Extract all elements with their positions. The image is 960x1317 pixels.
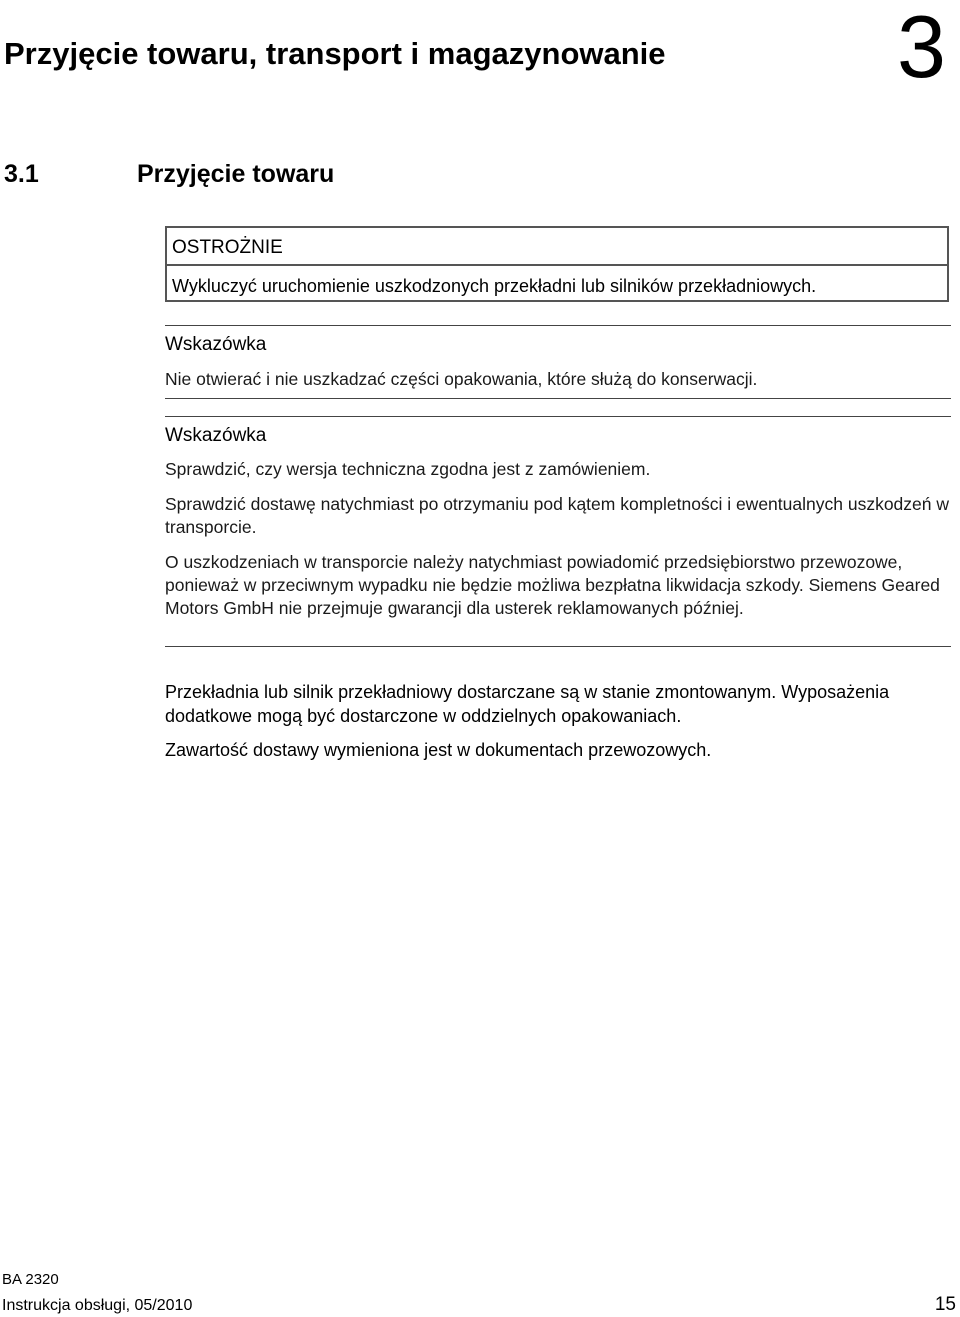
chapter-number: 3 bbox=[897, 0, 946, 96]
section-title: Przyjęcie towaru bbox=[137, 160, 335, 188]
caution-box bbox=[165, 226, 949, 302]
note-label: Wskazówka bbox=[165, 334, 267, 355]
note-bottom-rule bbox=[165, 398, 951, 399]
body-paragraph: Przekładnia lub silnik przekładniowy dostarczane są w stanie zmontowanym. Wyposażenia dodatkowe mogą być dostarczone w oddzielnych opakowaniach. bbox=[165, 682, 890, 726]
page-number: 15 bbox=[934, 1294, 956, 1315]
note-paragraph: Nie otwierać i nie uszkadzać części opakowania, które służą do konserwacji. bbox=[165, 369, 758, 389]
note-bottom-rule bbox=[165, 646, 951, 647]
body-paragraph: Zawartość dostawy wymieniona jest w dokumentach przewozowych. bbox=[165, 740, 712, 760]
footer-doc-code: BA 2320 bbox=[2, 1271, 59, 1288]
caution-text: Wykluczyć uruchomienie uszkodzonych przekładni lub silników przekładniowych. bbox=[172, 276, 817, 296]
note-paragraph: O uszkodzeniach w transporcie należy natychmiast powiadomić przedsiębiorstwo przewozowe, ponieważ w przeciwnym wypadku nie będzie możliwa bezpłatna likwidacja szkody. Siemens Geared Motors GmbH nie przejmuje gwarancji dla usterek reklamowanych później. bbox=[165, 552, 940, 618]
note-top-rule bbox=[165, 416, 951, 417]
note-paragraph: Sprawdzić, czy wersja techniczna zgodna jest z zamówieniem. bbox=[165, 459, 651, 479]
caution-label: OSTROŻNIE bbox=[167, 228, 947, 266]
section-heading bbox=[4, 158, 334, 190]
section-number: 3.1 bbox=[4, 160, 39, 188]
note-top-rule bbox=[165, 325, 951, 326]
chapter-title: Przyjęcie towaru, transport i magazynowanie bbox=[4, 36, 666, 71]
note-paragraph: Sprawdzić dostawę natychmiast po otrzymaniu pod kątem kompletności i ewentualnych uszkodzeń w transporcie. bbox=[165, 494, 949, 537]
note-label: Wskazówka bbox=[165, 425, 267, 446]
footer-edition: Instrukcja obsługi, 05/2010 bbox=[2, 1297, 193, 1314]
